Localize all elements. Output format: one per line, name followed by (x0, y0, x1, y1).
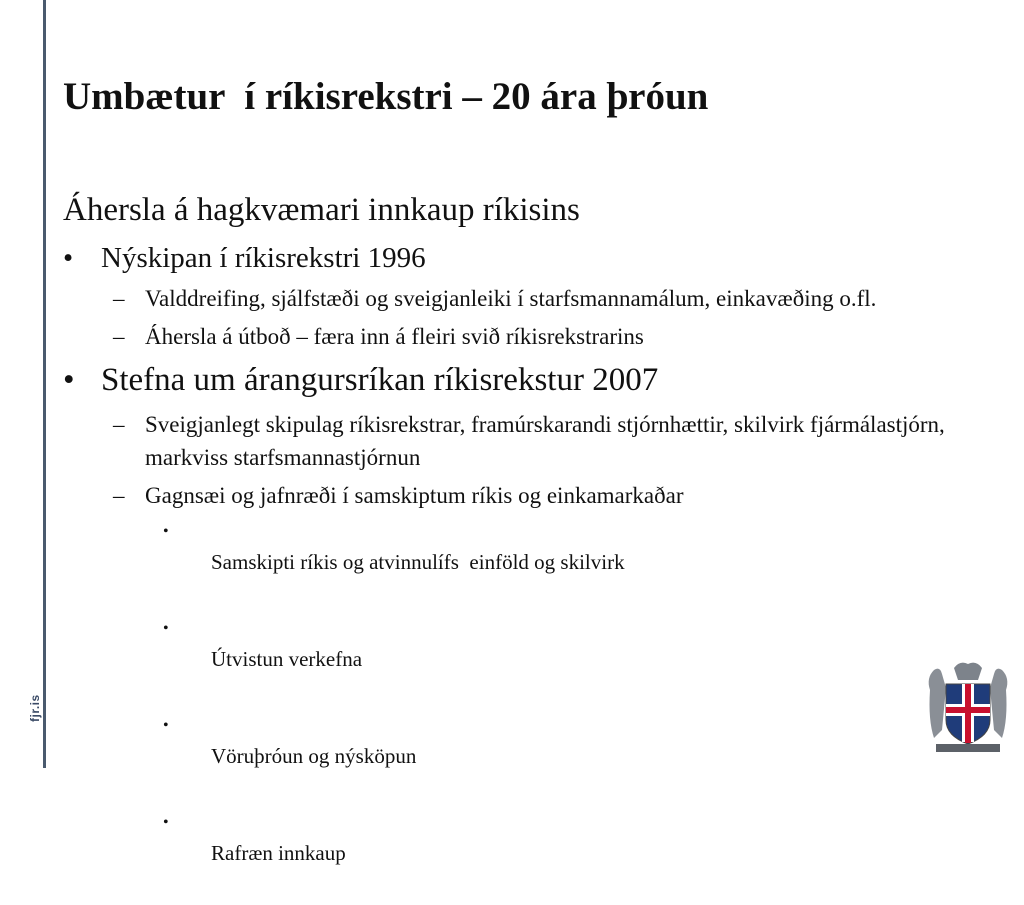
dash-marker: – (113, 412, 125, 437)
sub-bullet-item (63, 479, 963, 512)
sub-sub-bullet-text: Vöruþróun og nýsköpun (211, 744, 417, 768)
sub-bullet-item (63, 408, 963, 474)
bullet-marker: • (163, 620, 169, 637)
sub-sub-bullet-text: Útvistun verkefna (211, 647, 363, 671)
sub-sub-bullet-item (63, 517, 963, 607)
dash-marker: – (113, 286, 125, 311)
sub-bullet-item (63, 320, 963, 353)
sub-sub-bullet-text: Rafræn innkaup (211, 841, 346, 865)
bullet-marker: • (163, 717, 169, 734)
bullet-text: Stefna um árangursríkan ríkisrekstur 2007 (101, 362, 659, 398)
site-label: fjr.is (28, 694, 42, 722)
section-heading: Áhersla á hagkvæmari innkaup ríkisins (63, 192, 580, 228)
bullet-text: Nýskipan í ríkisrekstri 1996 (101, 242, 426, 274)
slide-title: Umbætur í ríkisrekstri – 20 ára þróun (63, 75, 709, 118)
sub-sub-bullet-item (63, 711, 963, 801)
sub-sub-bullet-text: Samskipti ríkis og atvinnulífs einföld og skilvirk (211, 550, 625, 574)
sub-bullet-text: Áhersla á útboð – færa inn á fleiri svið ríkisrekstrarins (145, 324, 644, 349)
left-vertical-rule (43, 0, 46, 768)
slide-body (63, 188, 963, 905)
sub-bullet-text: Gagnsæi og jafnræði í samskiptum ríkis og einkamarkaðar (145, 483, 684, 508)
sub-sub-bullet-item (63, 614, 963, 704)
bullet-marker: • (163, 523, 169, 540)
sub-bullet-item (63, 282, 963, 315)
bullet-marker: • (63, 362, 75, 398)
sub-sub-bullet-item (63, 808, 963, 898)
sub-bullet-text: Valddreifing, sjálfstæði og sveigjanleiki í starfsmannamálum, einkavæðing o.fl. (145, 286, 877, 311)
bullet-marker: • (163, 814, 169, 831)
dash-marker: – (113, 483, 125, 508)
sub-bullet-text: Sveigjanlegt skipulag ríkisrekstrar, framúrskarandi stjórnhættir, skilvirk fjármálastjórn, markviss starfsmannastjórnun (145, 412, 945, 470)
dash-marker: – (113, 324, 125, 349)
coat-of-arms-icon (924, 660, 1012, 754)
bullet-marker: • (63, 242, 74, 274)
bullet-item (63, 238, 963, 278)
bullet-item (63, 358, 963, 402)
